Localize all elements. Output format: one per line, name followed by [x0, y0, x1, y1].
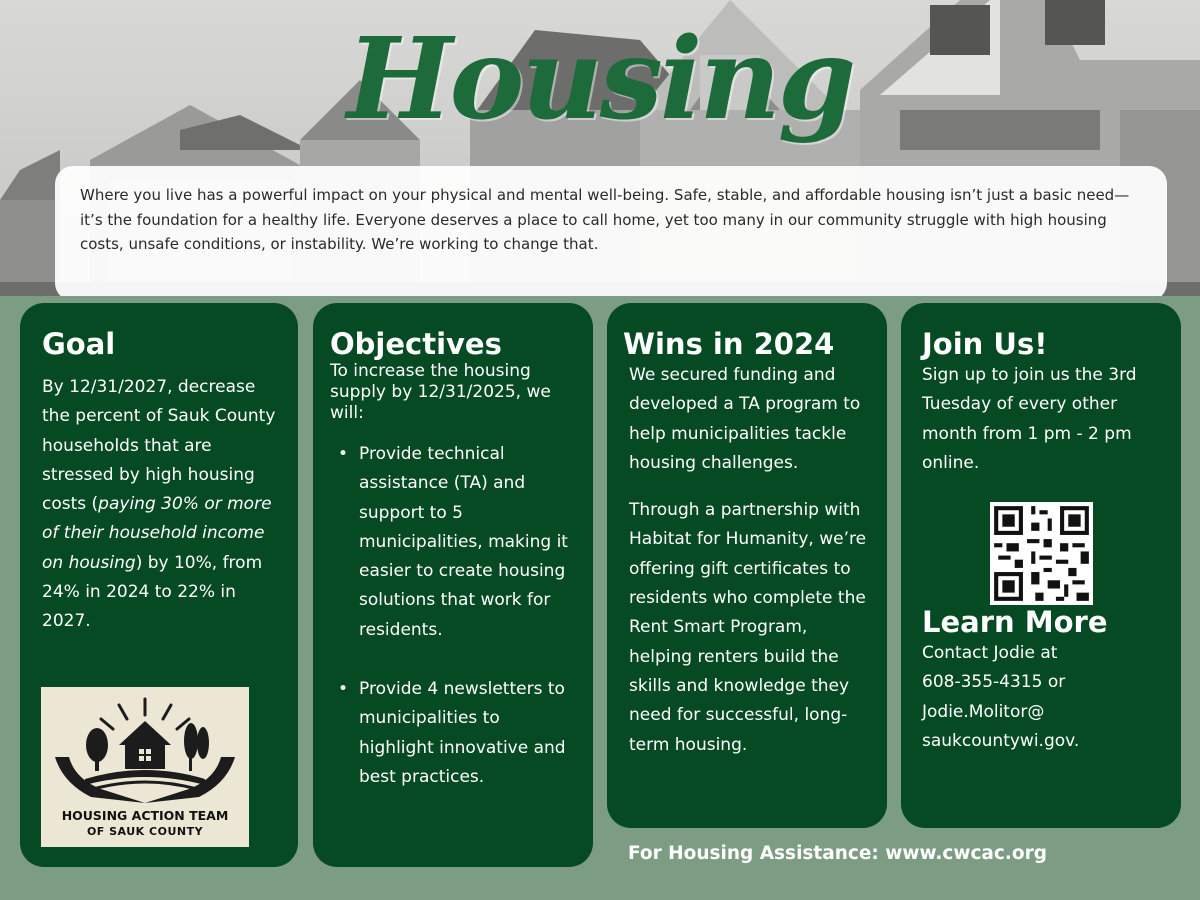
- page-title: Housing: [346, 14, 854, 145]
- wins-paragraph: Through a partnership with Habitat for Humanity, we’re offering gift certificates to residents who complete the Rent Smart Program, helping renters build the skills and knowledge they need for successful, long-term housing.: [629, 500, 867, 755]
- goal-text-start: By 12/31/2027, decrease the percent of Sauk County households that are stressed by high housing costs (: [42, 377, 276, 515]
- objectives-intro: To increase the housing supply by 12/31/2025, we will:: [330, 361, 551, 423]
- goal-text-end: ) by 10%, from 24% in 2024 to 22% in 2027.: [42, 552, 263, 632]
- join-card: [901, 303, 1181, 828]
- hands-holding-house-icon: [41, 687, 249, 809]
- list-item: • Provide technical assistance (TA) and support to 5 municipalities, making it easier to create housing solutions that work for residents.: [330, 440, 575, 645]
- goal-heading: Goal: [42, 327, 116, 361]
- list-item: • Provide 4 newsletters to municipalities to highlight innovative and best practices.: [330, 675, 575, 792]
- housing-assistance-link[interactable]: For Housing Assistance: www.cwcac.org: [628, 843, 1047, 864]
- learn-more-heading: Learn More: [922, 605, 1108, 640]
- phone-number[interactable]: 608-355-4315 or: [922, 672, 1066, 693]
- goal-text: [42, 373, 278, 637]
- contact-label: Contact Jodie at: [922, 643, 1058, 664]
- email-domain[interactable]: saukcountywi.gov.: [922, 731, 1080, 752]
- wins-heading: Wins in 2024: [623, 327, 835, 361]
- housing-action-team-logo: [41, 687, 249, 847]
- learn-more-text: [922, 639, 1165, 756]
- join-text: Sign up to join us the 3rd Tuesday of every other month from 1 pm - 2 pm online.: [922, 365, 1137, 473]
- objectives-heading: Objectives: [330, 327, 502, 361]
- wins-paragraph: We secured funding and developed a TA program to help municipalities tackle housing challenges.: [629, 365, 861, 473]
- join-heading: Join Us!: [922, 327, 1048, 361]
- intro-text: Where you live has a powerful impact on your physical and mental well-being. Safe, stable, and affordable housing isn’t just a basic need—it’s the foundation for a healthy life. Everyone deserves a place to call home, yet too many in our community struggle with high housing costs, unsafe conditions, or instability. We’re working to change that.: [55, 166, 1167, 296]
- qr-code-icon[interactable]: [990, 502, 1093, 605]
- objectives-card: [313, 303, 593, 867]
- email-user[interactable]: Jodie.Molitor@: [922, 701, 1045, 722]
- objectives-list: [330, 440, 575, 792]
- wins-card: [607, 303, 887, 828]
- goal-text-italic: paying 30% or more of their household income on housing: [42, 494, 272, 573]
- logo-name: HOUSING ACTION TEAM: [61, 808, 229, 823]
- hero-photo: [0, 0, 1200, 296]
- logo-subtitle: OF SAUK COUNTY: [86, 825, 204, 838]
